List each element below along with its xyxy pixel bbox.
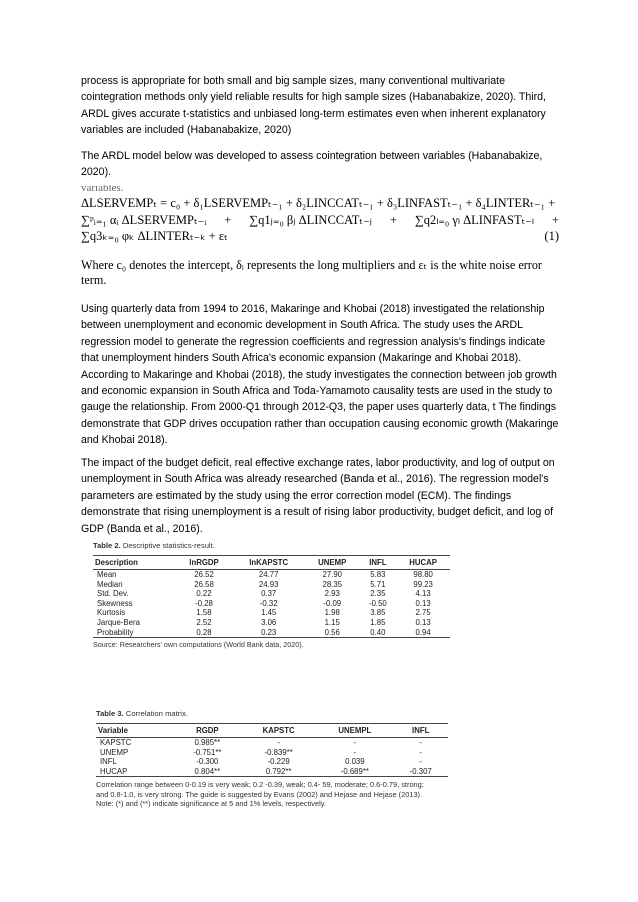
table3-header-cell: KAPSTC	[241, 724, 316, 738]
value-cell: -0.09	[323, 598, 342, 608]
equation-plus: +	[224, 212, 232, 227]
value-cell: -0.28	[195, 598, 213, 608]
value-cell: -	[419, 738, 422, 747]
value-cell: -0.307	[393, 767, 448, 777]
table2-header-cell: UNEMP	[305, 556, 359, 570]
table-3-caption	[96, 709, 448, 718]
value-cell: 5.71	[370, 579, 386, 589]
value-cell: 0.23	[232, 628, 305, 638]
equation-line-2	[81, 212, 559, 229]
value-cell: 98.80	[413, 570, 433, 579]
equation-term-linccat: ∑q1ⱼ₌₀ βⱼ ΔLINCCATₜ₋ⱼ	[249, 212, 372, 227]
value-cell: 0.792**	[241, 767, 316, 777]
value-cell: 28.35	[322, 579, 342, 589]
row-label-cell: Jarque-Bera	[97, 617, 140, 627]
equation-line-1	[81, 195, 559, 212]
equation-number: (1)	[544, 229, 559, 243]
value-cell: 3.85	[370, 608, 386, 618]
table-2-body	[93, 570, 450, 638]
table-3-header-row	[96, 724, 448, 738]
table-3-label: Table 3.	[96, 709, 124, 718]
value-cell: 0.40	[359, 628, 396, 638]
table-row	[93, 599, 450, 609]
table-row	[93, 608, 450, 618]
row-label-cell: KAPSTC	[100, 738, 132, 747]
row-label-cell: Skewness	[97, 598, 133, 608]
row-label-cell: Median	[97, 579, 123, 589]
value-cell: 0.56	[305, 628, 359, 638]
table-2-header-row	[93, 556, 450, 570]
value-cell: -	[419, 757, 422, 767]
equation-line-1-text: ΔLSERVEMPₜ = c₀ + δ₁LSERVEMPₜ₋₁ + δ₂LINCCATₜ₋₁ + δ₃LINFASTₜ₋₁ + δ₄LINTERₜ₋₁ +	[81, 196, 556, 210]
table3-header-cell: INFL	[393, 724, 448, 738]
table-3-correlation-matrix	[96, 709, 448, 809]
value-cell: 2.52	[196, 617, 212, 627]
value-cell: -	[353, 738, 357, 747]
table2-header-cell: Description	[93, 556, 176, 570]
equation-note: Where c₀ denotes the intercept, δᵢ represents the long multipliers and εₜ is the white noise error term.	[81, 258, 542, 287]
table-2-caption	[93, 541, 450, 550]
table3-header-cell: RGDP	[174, 724, 241, 738]
value-cell: 1.58	[196, 608, 212, 618]
value-cell: 27.90	[322, 570, 342, 579]
row-label-cell: UNEMP	[100, 747, 129, 757]
table-row	[96, 748, 448, 758]
table3-header-cell: Variable	[96, 724, 174, 738]
value-cell: 2.93	[324, 589, 340, 599]
paragraph-ardl-model-intro: The ARDL model below was developed to assess cointegration between variables (Habanabakize, 2020).	[81, 150, 543, 179]
value-cell: 4.13	[415, 589, 431, 599]
equation-line-3	[81, 228, 559, 245]
value-cell: 26.58	[194, 579, 214, 589]
value-cell: -0.751**	[193, 747, 222, 757]
table-2	[93, 555, 450, 638]
equation-term-linfast: ∑q2ₗ₌₀ γₗ ΔLINFASTₜ₋ₗ	[414, 212, 534, 227]
equation-plus: +	[389, 212, 397, 227]
value-cell: 5.83	[370, 570, 386, 579]
value-cell: 24.77	[258, 570, 279, 579]
table-row	[93, 628, 450, 638]
value-cell: 0.28	[176, 628, 233, 638]
row-label-cell: HUCAP	[96, 767, 174, 777]
equation-term-servemp: ∑ᵖᵢ₌₁ αᵢ ΔLSERVEMPₜ₋ᵢ	[81, 212, 207, 227]
table-row	[96, 757, 448, 767]
value-cell: 0.37	[261, 589, 277, 599]
row-label-cell: Std. Dev.	[97, 589, 129, 599]
table-3-caption-text: Correlation matrix.	[125, 709, 188, 718]
value-cell: -0.839**	[264, 747, 293, 757]
paragraph-ardl-advantages: process is appropriate for both small and big sample sizes, many conventional multivariate cointegration methods only yield reliable results for high sample sizes (Habanabakize, 2020). Third, ARDL gives accurate t-statistics and unbiased long-term estimates even when inherent explanatory variables are included (Habanabakize, 2020)	[81, 75, 546, 137]
value-cell: -0.300	[196, 757, 219, 767]
ardl-equation	[81, 195, 559, 245]
value-cell: 0.13	[415, 617, 431, 627]
row-label-cell: Mean	[97, 570, 117, 579]
equation-term-linter: ∑q3ₖ₌₀ φₖ ΔLINTERₜ₋ₖ + εₜ	[81, 229, 228, 243]
table-3-body	[96, 738, 448, 777]
table-2-source: Source: Researchers' own computations (World Bank data, 2020).	[93, 640, 304, 650]
value-cell: -	[277, 738, 280, 747]
row-label-cell: Probability	[93, 628, 176, 638]
value-cell: -0.689**	[316, 767, 393, 777]
value-cell: -	[353, 747, 357, 757]
table-row	[93, 570, 450, 580]
cropped-text-fragment: variables.	[81, 185, 124, 191]
value-cell: 0.039	[345, 757, 365, 767]
value-cell: 1.85	[370, 617, 386, 627]
value-cell: 24.93	[258, 579, 279, 589]
table-row	[93, 589, 450, 599]
equation-plus: +	[551, 212, 559, 227]
table2-header-cell: HUCAP	[396, 556, 450, 570]
value-cell: 3.06	[261, 617, 277, 627]
value-cell: 2.35	[370, 589, 386, 599]
value-cell: 0.985**	[194, 738, 221, 747]
value-cell: 1.15	[324, 617, 340, 627]
table-row	[96, 767, 448, 777]
table-row	[93, 618, 450, 628]
value-cell: 2.75	[415, 608, 431, 618]
value-cell: 0.804**	[174, 767, 241, 777]
table-3	[96, 723, 448, 777]
value-cell: 0.94	[396, 628, 450, 638]
paragraph-makaringe-khobai: Using quarterly data from 1994 to 2016, Makaringe and Khobai (2018) investigated the relationship between unemployment and economic development in South Africa. The study uses the ARDL regression model to generate the regression coefficients and regression analysis's findings indicate that unemployment hinders South Africa's economic expansion (Makaringe and Khobai 2018). According to Makaringe and Khobai (2018), the study investigates the connection between job growth and economic expansion in South Africa and Toda-Yamamoto causality tests are used in the study to gauge the relationship. From 2000-Q1 through 2012-Q3, the paper uses quarterly data, t The findings demonstrate that GDP drives occupation rather than occupation causing economic growth (Makaringe and Khobai 2018).	[81, 303, 559, 447]
value-cell: -0.229	[267, 757, 290, 767]
value-cell: -0.32	[259, 598, 278, 608]
value-cell: -0.50	[368, 598, 387, 608]
value-cell: 1.45	[261, 608, 277, 618]
table-2-label: Table 2.	[93, 541, 121, 550]
table-2-caption-text: Descriptive statistics-result.	[122, 541, 215, 550]
table-row	[93, 580, 450, 590]
value-cell: 26.52	[194, 570, 214, 579]
table2-header-cell: INFL	[359, 556, 396, 570]
value-cell: 99.23	[413, 579, 433, 589]
paragraph-banda: The impact of the budget deficit, real effective exchange rates, labor productivity, and log of output on unemployment in South Africa was already researched (Banda et al., 2016). The regression model's parameters are estimated by the study using the error correction model (ECM). The findings demonstrate that rising unemployment is a result of rising labor productivity, budget deficit, and log of GDP (Banda et al., 2016).	[81, 457, 555, 535]
table-row	[96, 738, 448, 748]
table2-header-cell: lnKAPSTC	[232, 556, 305, 570]
value-cell: 0.22	[196, 589, 212, 599]
row-label-cell: INFL	[100, 757, 117, 767]
table-3-note: Correlation range between 0-0.19 is very weak; 0.2 -0.39, weak; 0.4- 59, moderate; 0.6-0.79, strong; and 0.8-1.0, is very strong. The guide is suggested by Evans (2002) and Hejase and Hejase (2013). Note: (*) and (**) indicate significance at 5 and 1% levels, respectively.	[96, 780, 424, 809]
row-label-cell: Kurtosis	[97, 608, 126, 618]
table2-header-cell: lnRGDP	[176, 556, 233, 570]
value-cell: 1.98	[324, 608, 340, 618]
table-2-descriptive-statistics	[93, 541, 450, 649]
value-cell: -	[419, 747, 422, 757]
value-cell: 0.13	[415, 598, 431, 608]
table3-header-cell: UNEMPL	[316, 724, 393, 738]
